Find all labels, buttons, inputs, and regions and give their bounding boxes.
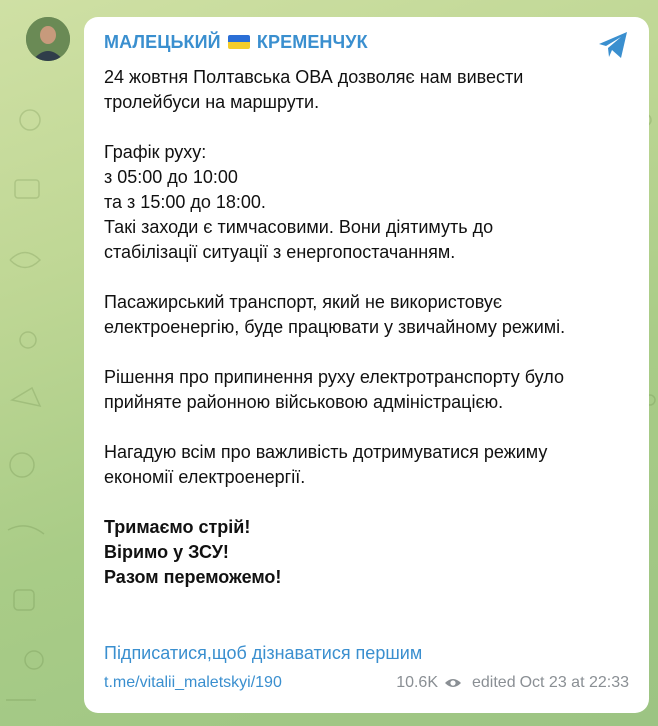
closing-line: Віримо у ЗСУ! (104, 542, 229, 562)
post-line: стабілізації ситуації з енергопостачанням. (104, 242, 456, 262)
post-line: Нагадую всім про важливість дотримуватися режиму (104, 442, 548, 462)
post-transport (104, 290, 634, 340)
post-reminder (104, 440, 634, 490)
channel-name-part2: КРЕМЕНЧУК (256, 32, 368, 52)
post-line: прийняте районною військовою адміністрацією. (104, 392, 504, 412)
post-decision (104, 365, 634, 415)
post-line: Рішення про припинення руху електротранспорту було (104, 367, 564, 387)
post-line: та з 15:00 до 18:00. (104, 192, 266, 212)
channel-avatar[interactable] (26, 17, 70, 61)
message-card (84, 17, 649, 713)
message-meta (396, 674, 629, 692)
post-line: економії електроенергії. (104, 467, 306, 487)
post-schedule (104, 140, 634, 265)
post-line: з 05:00 до 10:00 (104, 167, 238, 187)
message-footer (104, 674, 629, 696)
post-line: електроенергію, буде працювати у звичайному режимі. (104, 317, 566, 337)
post-closing (104, 515, 634, 590)
post-intro (104, 65, 634, 115)
post-line: тролейбуси на маршрути. (104, 92, 320, 112)
post-line: Пасажирський транспорт, який не використовує (104, 292, 503, 312)
post-line: Такі заходи є тимчасовими. Вони діятимуть до (104, 217, 494, 237)
subscribe-link[interactable]: Підписатися,щоб дізнаватися першим (104, 643, 423, 663)
avatar-photo-icon (26, 17, 70, 61)
ukraine-flag-icon (228, 35, 250, 49)
view-count: 10.6K (396, 674, 438, 691)
post-permalink[interactable]: t.me/vitalii_maletskyi/190 (104, 674, 282, 691)
telegram-plane-icon[interactable] (597, 30, 629, 60)
closing-line: Разом переможемо! (104, 567, 282, 587)
channel-name-part1: МАЛЕЦЬКИЙ (104, 32, 221, 52)
post-text (104, 65, 634, 615)
channel-name[interactable] (104, 32, 368, 53)
eye-icon (444, 677, 462, 689)
message-date: Oct 23 at 22:33 (519, 674, 629, 691)
closing-line: Тримаємо стрій! (104, 517, 251, 537)
post-line: 24 жовтня Полтавська ОВА дозволяє нам вивести (104, 67, 524, 87)
schedule-title: Графік руху: (104, 142, 207, 162)
edited-label: edited (472, 674, 516, 691)
